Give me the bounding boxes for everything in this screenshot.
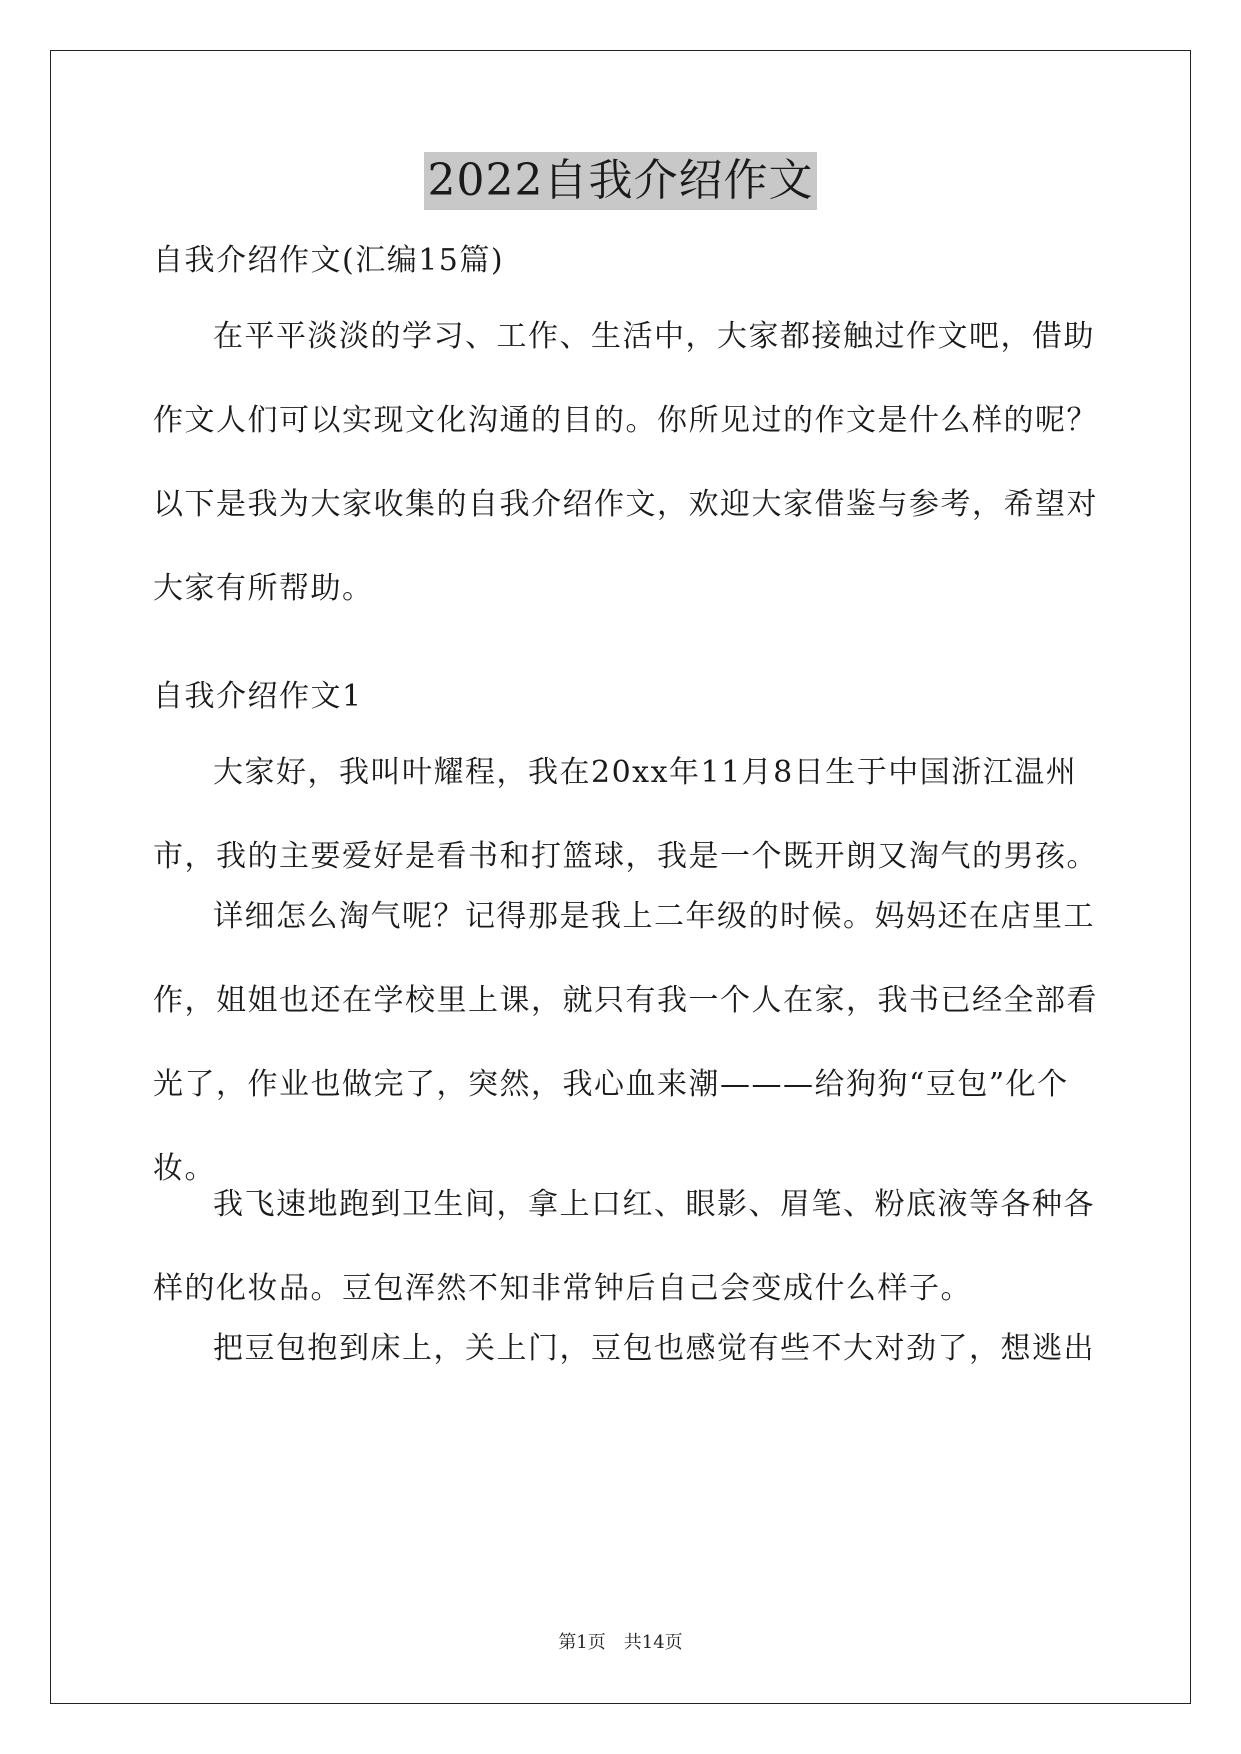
page-footer: [0, 1628, 1241, 1654]
paragraph-4: [153, 1328, 1093, 1370]
paragraph-3: [153, 1184, 1093, 1310]
section-heading: 自我介绍作文1: [153, 679, 363, 714]
document-subtitle: 自我介绍作文(汇编15篇): [153, 243, 505, 278]
title-wrap: [0, 152, 1241, 210]
intro-paragraph: [153, 316, 1098, 610]
intro-line: 大家有所帮助。: [153, 571, 374, 606]
paragraph-line: 样的化妆品。豆包浑然不知非常钟后自己会变成什么样子。: [153, 1271, 972, 1306]
paragraph-line: 作，姐姐也还在学校里上课，就只有我一个人在家，我书已经全部看: [153, 983, 1098, 1018]
intro-line: 作文人们可以实现文化沟通的目的。你所见过的作文是什么样的呢？: [153, 403, 1098, 438]
paragraph-line: 光了，作业也做完了，突然，我心血来潮———给狗狗“豆包”化个: [153, 1067, 1069, 1102]
intro-line: 以下是我为大家收集的自我介绍作文，欢迎大家借鉴与参考，希望对: [153, 487, 1098, 522]
paragraph-line: 我飞速地跑到卫生间，拿上口红、眼影、眉笔、粉底液等各种各: [213, 1187, 1095, 1222]
paragraph-line: 市，我的主要爱好是看书和打篮球，我是一个既开朗又淘气的男孩。: [153, 839, 1098, 874]
paragraph-2: [153, 896, 1098, 1190]
paragraph-line: 妆。: [153, 1151, 216, 1186]
intro-line: 在平平淡淡的学习、工作、生活中，大家都接触过作文吧，借助: [213, 319, 1095, 354]
paragraph-1: [153, 752, 1098, 878]
document-title: 2022自我介绍作文: [424, 152, 818, 210]
paragraph-line: 把豆包抱到床上，关上门，豆包也感觉有些不大对劲了，想逃出: [213, 1331, 1095, 1366]
paragraph-line: 详细怎么淘气呢？记得那是我上二年级的时候。妈妈还在店里工: [213, 899, 1095, 934]
paragraph-line: 大家好，我叫叶耀程，我在20xx年11月8日生于中国浙江温州: [213, 755, 1078, 790]
page-number: 第1页 共14页: [558, 1632, 683, 1653]
